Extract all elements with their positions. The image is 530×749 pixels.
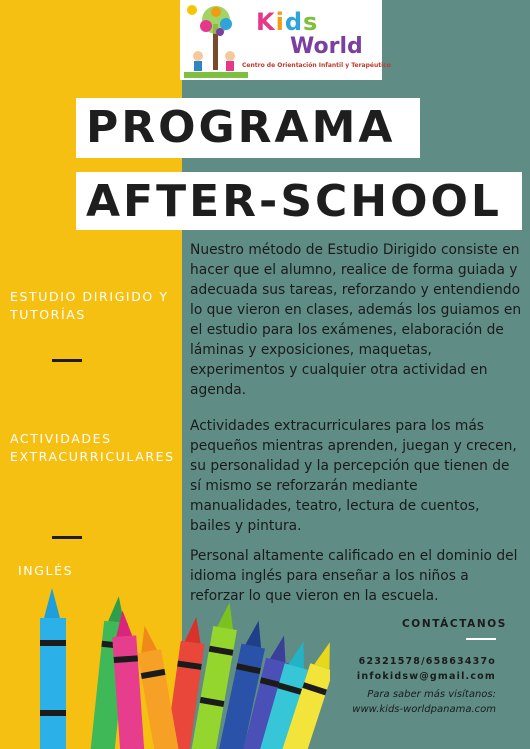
logo-kids-text: Kids [256,8,319,36]
title-line-1-box [76,98,420,158]
sidebar-item-ingles [18,562,73,580]
logo-subtitle: Centro de Orientación Infantil y Terapéutico [242,62,391,69]
title-line-1: PROGRAMA [86,102,396,153]
divider [52,536,82,539]
sidebar-item-label: EXTRACURRICULARES [10,449,175,464]
divider [52,359,82,362]
crayons-illustration [30,580,330,749]
contact-phones: 62321578/65863437o [358,656,496,667]
crayon-blue-icon [40,588,66,749]
contact-email: infokidsw@gmail.com [356,671,496,682]
paragraph-actividades: Actividades extracurriculares para los más pequeños mientras aprenden, juegan y crecen, su personalidad y la percepción que tienen de sí mismo se reforzarán mediante manualidades, teatro, lectura de cuentos, bailes y pintura. [190,418,517,534]
sidebar-item-actividades [10,430,175,466]
contact-website: www.kids-worldpanama.com [352,704,496,715]
paragraph-ingles: Personal altamente calificado en el dominio del idioma inglés para enseñar a los niños a reforzar lo que vieron en la escuela. [190,548,518,604]
logo [180,0,391,80]
sidebar-item-label: TUTORÍAS [10,307,86,322]
tree-logo-icon [184,2,248,78]
title-line-2-box [76,172,522,230]
title-line-2: AFTER-SCHOOL [86,176,502,227]
contact-visit-text: Para saber más visítanos: [367,689,496,700]
sidebar-item-estudio [10,288,169,324]
sidebar-item-label: ACTIVIDADES [10,431,112,446]
logo-world-text: World [290,34,363,59]
sidebar-item-label: ESTUDIO DIRIGIDO Y [10,289,169,304]
contact-divider [466,638,496,640]
paragraph-estudio: Nuestro método de Estudio Dirigido consiste en hacer que el alumno, realice de forma guiada y adecuada sus tareas, reforzando y entendiendo lo que vieron en clases, además los guiamos en el estudio para los exámenes, elaboración de láminas y exposiciones, maquetas, experimentos y cualquier otra actividad en agenda. [190,242,522,398]
contact-heading: CONTÁCTANOS [402,618,507,630]
sidebar-item-label: INGLÉS [18,563,74,578]
